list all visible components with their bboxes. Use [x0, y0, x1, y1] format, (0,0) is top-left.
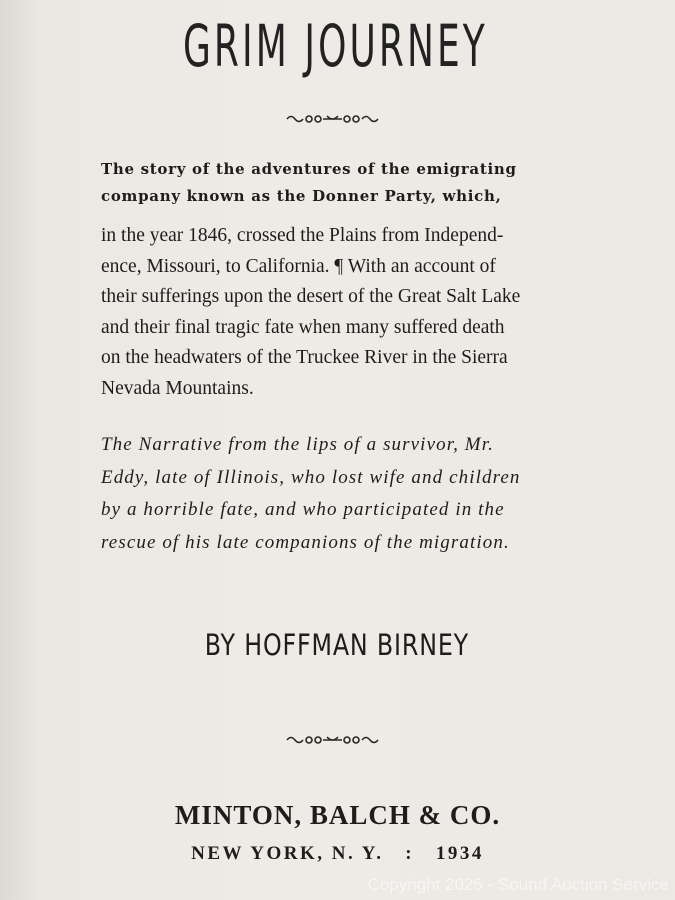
summary-line: and their final tragic fate when many suffered death [101, 316, 505, 338]
scroll-ornament-icon [285, 112, 380, 126]
narrative-line: Eddy, late of Illinois, who lost wife and children [101, 466, 521, 488]
narrative-line: by a horrible fate, and who participated in the [101, 499, 505, 520]
narrative-line: The Narrative from the lips of a survivor, Mr. [101, 434, 494, 455]
scroll-ornament-icon [285, 733, 380, 747]
author-byline: BY HOFFMAN BIRNEY [204, 628, 470, 662]
publisher-name: MINTON, BALCH & CO. [174, 800, 501, 830]
book-title: GRIM JOURNEY [182, 12, 488, 80]
lead-line: The story of the adventures of the emigrating [101, 160, 517, 178]
lead-paragraph [101, 156, 571, 210]
summary-line: Nevada Mountains. [101, 377, 254, 399]
publication-place-year: NEW YORK, N. Y. : 1934 [191, 843, 484, 864]
lead-line: company known as the Donner Party, which, [101, 187, 502, 205]
summary-line: in the year 1846, crossed the Plains from Independ- [101, 225, 504, 246]
narrative-paragraph [101, 429, 571, 559]
copyright-watermark: Copyright 2025 - Sound Auction Service [367, 875, 669, 894]
summary-paragraph [101, 221, 571, 404]
narrative-line: rescue of his late companions of the migration. [101, 531, 510, 553]
summary-line: their sufferings upon the desert of the Great Salt Lake [101, 286, 521, 307]
summary-line: ence, Missouri, to California. ¶ With an account of [101, 255, 496, 277]
summary-line: on the headwaters of the Truckee River in the Sierra [101, 347, 508, 368]
